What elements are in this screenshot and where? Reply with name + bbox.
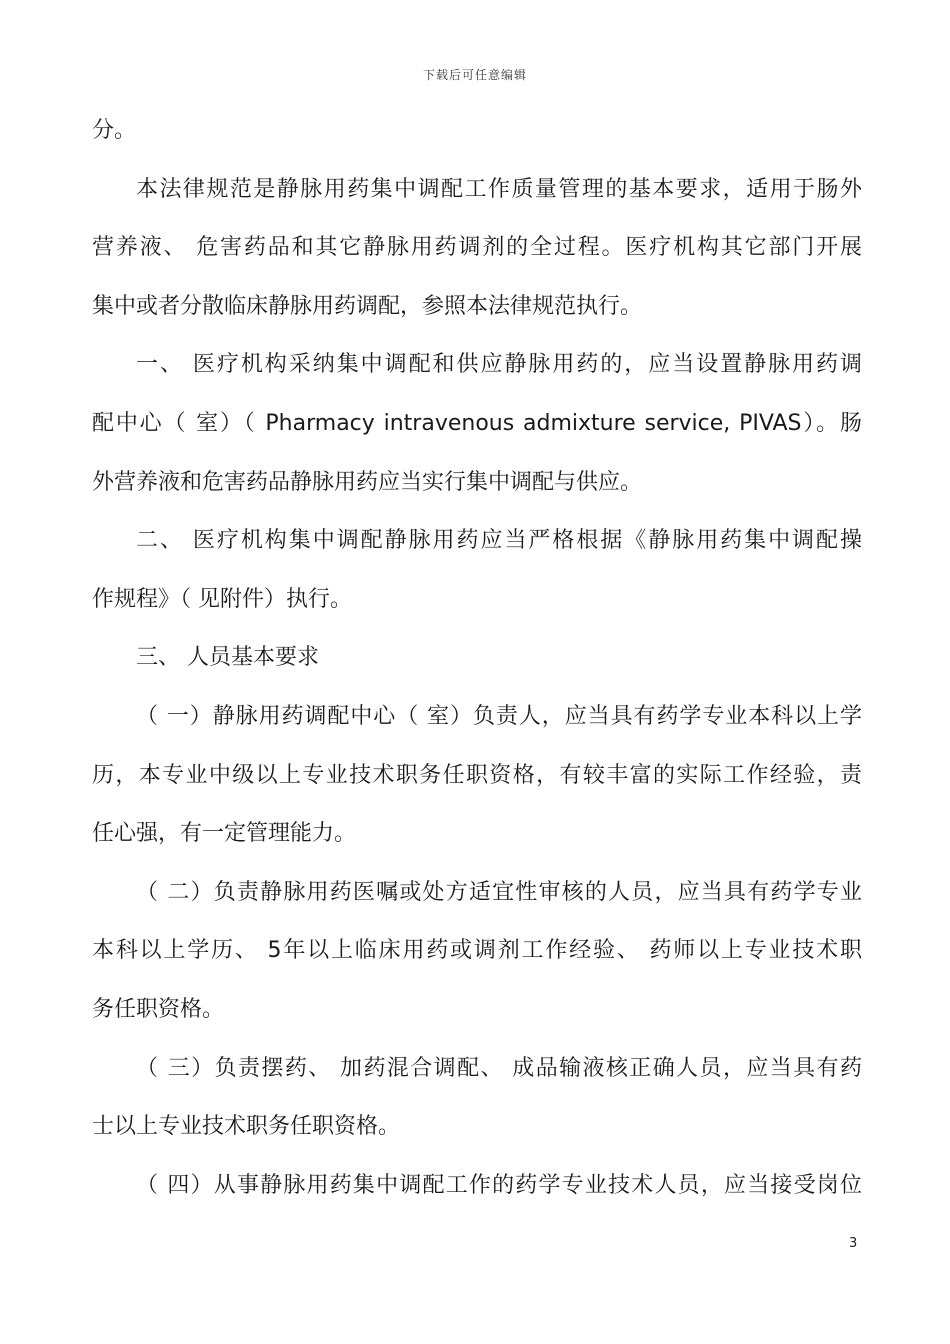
section-heading: 三、 人员基本要求 (136, 645, 319, 671)
page-header: 下载后可任意编辑 (422, 68, 527, 82)
text-line: （ 四）从事静脉用药集中调配工作的药学专业技术人员，应当接受岗位 (136, 1172, 862, 1198)
text-line: 本法律规范是静脉用药集中调配工作质量管理的基本要求，适用于肠外 (136, 176, 862, 202)
text-line: 集中或者分散临床静脉用药调配，参照本法律规范执行。 (92, 293, 643, 319)
text-line: 营养液、 危害药品和其它静脉用药调剂的全过程。医疗机构其它部门开展 (92, 235, 862, 261)
document-body (92, 108, 862, 1221)
text-line: 配中心（ 室）（ Pharmacy intravenous admixture service, PIVAS）。肠 (92, 410, 862, 436)
text-line: 历，本专业中级以上专业技术职务任职资格，有较丰富的实际工作经验，责 (92, 762, 862, 788)
page-number: 3 (849, 1236, 858, 1251)
text-line: 分。 (92, 118, 137, 143)
text-line: 本科以上学历、 5年以上临床用药或调剂工作经验、 药师以上专业技术职 (92, 938, 862, 964)
text-line: 作规程》（ 见附件）执行。 (92, 586, 352, 612)
text-line: 一、 医疗机构采纳集中调配和供应静脉用药的，应当设置静脉用药调 (136, 352, 862, 378)
text-line: （ 二）负责静脉用药医嘱或处方适宜性审核的人员，应当具有药学专业 (136, 879, 862, 905)
text-line: 士以上专业技术职务任职资格。 (92, 1114, 401, 1140)
text-line: 二、 医疗机构集中调配静脉用药应当严格根据《静脉用药集中调配操 (136, 528, 862, 554)
text-line: 务任职资格。 (92, 996, 225, 1022)
text-line: 外营养液和危害药品静脉用药应当实行集中调配与供应。 (92, 469, 643, 495)
text-line: 任心强，有一定管理能力。 (92, 821, 357, 847)
text-line: （ 一）静脉用药调配中心（ 室）负责人，应当具有药学专业本科以上学 (136, 703, 862, 729)
text-line: （ 三）负责摆药、 加药混合调配、 成品输液核正确人员，应当具有药 (136, 1055, 862, 1081)
